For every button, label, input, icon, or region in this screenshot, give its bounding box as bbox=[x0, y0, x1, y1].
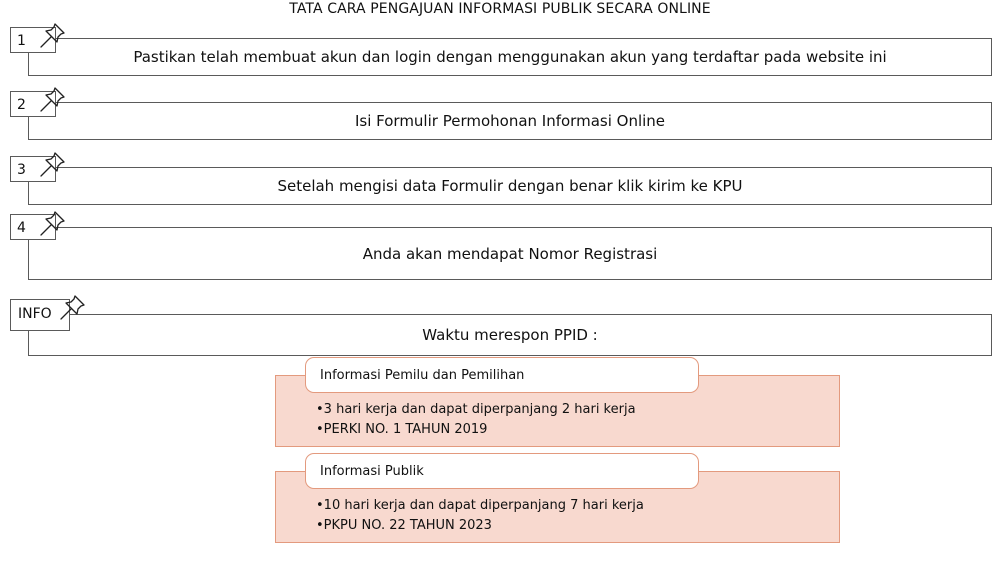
page-title: TATA CARA PENGAJUAN INFORMASI PUBLIK SECARA ONLINE bbox=[289, 1, 711, 17]
list-item: •PKPU NO. 22 TAHUN 2023 bbox=[316, 518, 492, 533]
pushpin-icon bbox=[38, 82, 70, 114]
step-4-text: Anda akan mendapat Nomor Registrasi bbox=[362, 244, 658, 263]
list-item: •PERKI NO. 1 TAHUN 2019 bbox=[316, 422, 488, 437]
step-3-number: 3 bbox=[10, 156, 56, 182]
step-3-box bbox=[28, 167, 992, 205]
step-1-box bbox=[28, 38, 992, 76]
list-item: •3 hari kerja dan dapat diperpanjang 2 hari kerja bbox=[316, 402, 636, 417]
step-3-text: Setelah mengisi data Formulir dengan benar klik kirim ke KPU bbox=[277, 177, 743, 195]
step-2-number: 2 bbox=[10, 91, 56, 117]
pushpin-icon bbox=[58, 290, 90, 322]
step-2-box bbox=[28, 102, 992, 140]
step-2-text: Isi Formulir Permohonan Informasi Online bbox=[354, 112, 666, 130]
step-1-number: 1 bbox=[10, 27, 56, 53]
info-label: INFO bbox=[10, 299, 70, 331]
card-pemilu-list bbox=[316, 400, 636, 440]
card-pemilu-title: Informasi Pemilu dan Pemilihan bbox=[305, 357, 699, 393]
pushpin-icon bbox=[38, 206, 70, 238]
list-item: •10 hari kerja dan dapat diperpanjang 7 hari kerja bbox=[316, 498, 644, 513]
info-box bbox=[28, 314, 992, 356]
step-1-text: Pastikan telah membuat akun dan login dengan menggunakan akun yang terdaftar pada website ini bbox=[133, 48, 887, 66]
card-publik-title: Informasi Publik bbox=[305, 453, 699, 489]
info-text: Waktu merespon PPID : bbox=[422, 326, 598, 344]
step-4-box bbox=[28, 227, 992, 280]
card-publik-list bbox=[316, 496, 644, 536]
pushpin-icon bbox=[38, 18, 70, 50]
pushpin-icon bbox=[38, 147, 70, 179]
step-4-number: 4 bbox=[10, 214, 56, 240]
